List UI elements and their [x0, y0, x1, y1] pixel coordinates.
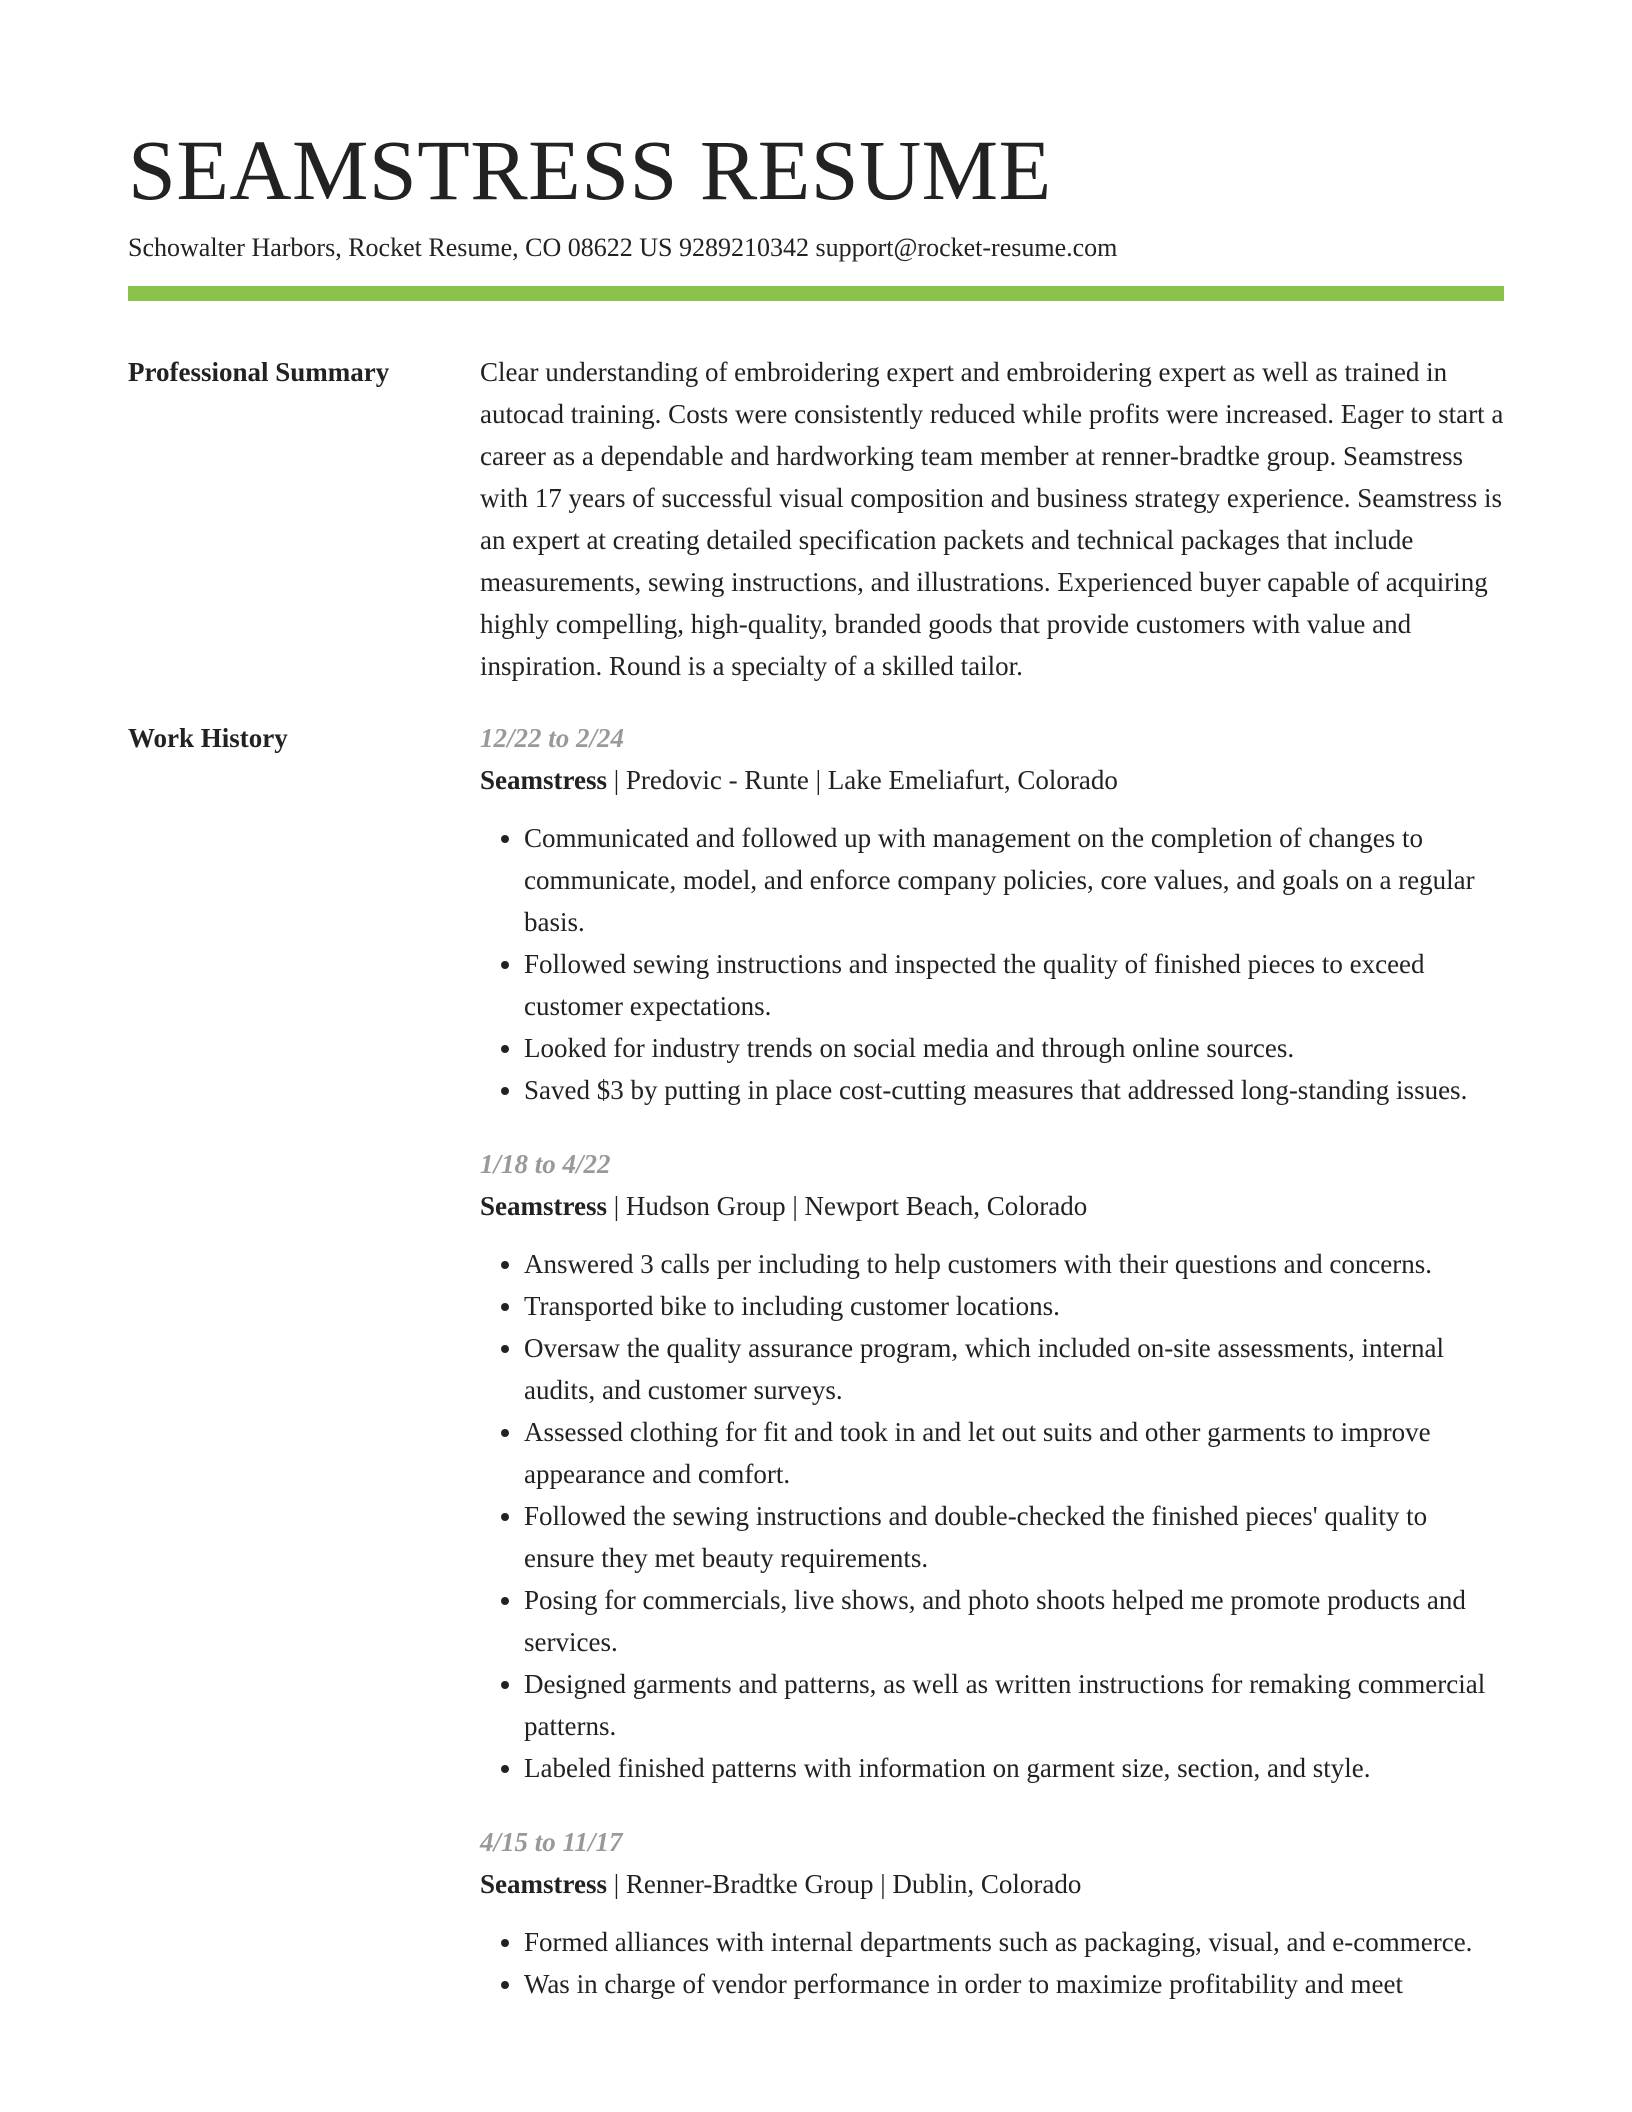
resume-page	[128, 120, 1504, 2037]
job-title: Seamstress	[480, 765, 607, 795]
summary-label: Professional Summary	[128, 357, 390, 387]
job-bullet: • Designed garments and patterns, as well as written instructions for remaking commercial patterns.	[524, 1663, 1504, 1747]
job-entry	[480, 1821, 1504, 2005]
job-title: Seamstress	[480, 1869, 607, 1899]
job-bullet: • Answered 3 calls per including to help customers with their questions and concerns.	[524, 1243, 1504, 1285]
job-bullets	[480, 1243, 1504, 1789]
job-entry	[480, 1143, 1504, 1789]
job-title-line	[480, 1185, 1504, 1227]
job-details: | Hudson Group | Newport Beach, Colorado	[606, 1191, 1088, 1221]
job-bullet: • Assessed clothing for fit and took in and let out suits and other garments to improve appearance and comfort.	[524, 1411, 1504, 1495]
job-entry	[480, 717, 1504, 1111]
job-bullet: • Transported bike to including customer locations.	[524, 1285, 1504, 1327]
job-details: | Predovic - Runte | Lake Emeliafurt, Colorado	[606, 765, 1118, 795]
job-details: | Renner-Bradtke Group | Dublin, Colorado	[606, 1869, 1082, 1899]
work-history-label: Work History	[128, 723, 288, 753]
job-bullet: • Posing for commercials, live shows, and photo shoots helped me promote products and services.	[524, 1579, 1504, 1663]
job-bullet: • Labeled finished patterns with information on garment size, section, and style.	[524, 1747, 1504, 1789]
job-dates: 12/22 to 2/24	[480, 723, 625, 753]
job-bullet: • Oversaw the quality assurance program, which included on-site assessments, internal audits, and customer surveys.	[524, 1327, 1504, 1411]
accent-divider	[128, 286, 1504, 301]
summary-section	[128, 351, 1504, 687]
job-bullets	[480, 817, 1504, 1111]
job-title-line	[480, 1863, 1504, 1905]
job-bullet: • Formed alliances with internal departments such as packaging, visual, and e-commerce.	[524, 1921, 1504, 1963]
job-dates: 1/18 to 4/22	[480, 1149, 611, 1179]
job-bullet: • Was in charge of vendor performance in order to maximize profitability and meet	[524, 1963, 1504, 2005]
job-bullet: • Looked for industry trends on social media and through online sources.	[524, 1027, 1504, 1069]
work-history-body	[480, 717, 1504, 2037]
job-dates: 4/15 to 11/17	[480, 1827, 623, 1857]
job-title-line	[480, 759, 1504, 801]
job-title: Seamstress	[480, 1191, 607, 1221]
job-bullet: • Saved $3 by putting in place cost-cutting measures that addressed long-standing issues.	[524, 1069, 1504, 1111]
job-bullet: • Followed the sewing instructions and double-checked the finished pieces' quality to ensure they met beauty requirements.	[524, 1495, 1504, 1579]
summary-text: Clear understanding of embroidering expert and embroidering expert as well as trained in autocad training. Costs were consistently reduced while profits were increased. Eager to start a career as a dependable and hardworking team member at renner-bradtke group. Seamstress with 17 years of successful visual composition and business strategy experience. Seamstress is an expert at creating detailed specification packets and technical packages that include measurements, sewing instructions, and illustrations. Experienced buyer capable of acquiring highly compelling, high-quality, branded goods that provide customers with value and inspiration. Round is a specialty of a skilled tailor.	[480, 357, 1504, 681]
work-history-section	[128, 717, 1504, 2037]
job-bullet: • Followed sewing instructions and inspected the quality of finished pieces to exceed customer expectations.	[524, 943, 1504, 1027]
contact-line: Schowalter Harbors, Rocket Resume, CO 08622 US 9289210342 support@rocket-resume.com	[128, 233, 1118, 262]
job-bullets	[480, 1921, 1504, 2005]
job-bullet: • Communicated and followed up with management on the completion of changes to communicate, model, and enforce company policies, core values, and goals on a regular basis.	[524, 817, 1504, 943]
resume-title: SEAMSTRESS RESUME	[128, 122, 1052, 218]
